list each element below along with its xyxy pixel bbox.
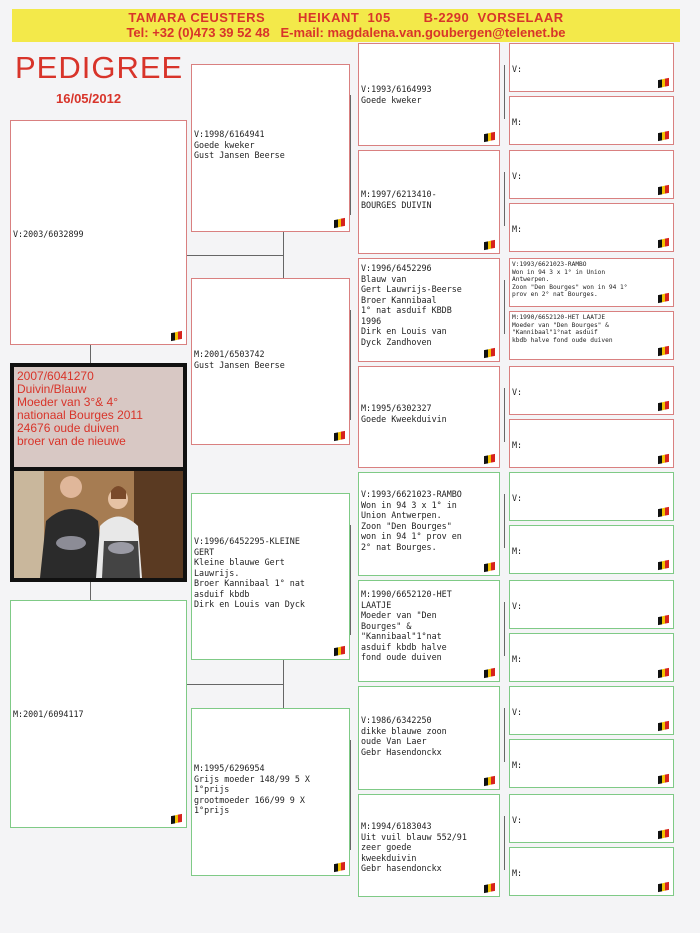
connector xyxy=(504,65,505,119)
gen4-card[interactable] xyxy=(509,686,674,735)
gen4-text: M: xyxy=(512,440,523,450)
belgian-flag-icon xyxy=(484,240,495,250)
belgian-flag-icon xyxy=(171,331,182,341)
connector xyxy=(283,232,284,278)
gen3-text: V:1996/6452296 Blauw van Gert Lauwrijs-Beerse Broer Kannibaal 1° nat asduif KBDB 1996 Dirk en Louis van Dyck Zandhoven xyxy=(361,263,462,347)
gen4-card[interactable] xyxy=(509,580,674,629)
gen4-text: V: xyxy=(512,601,523,611)
gen3-card[interactable] xyxy=(358,258,500,362)
connector xyxy=(504,494,505,548)
belgian-flag-icon xyxy=(334,431,345,441)
belgian-flag-icon xyxy=(658,615,669,625)
belgian-flag-icon xyxy=(171,814,182,824)
gen4-text: V: xyxy=(512,493,523,503)
breeders-photo xyxy=(14,471,183,578)
belgian-flag-icon xyxy=(658,507,669,517)
connector xyxy=(90,345,91,365)
gen4-text: V: xyxy=(512,387,523,397)
connector xyxy=(283,660,284,708)
belgian-flag-icon xyxy=(658,560,669,570)
gen4-text: M: xyxy=(512,546,523,556)
gen3-card[interactable] xyxy=(358,472,500,576)
belgian-flag-icon xyxy=(484,132,495,142)
gen2-text: M:2001/6503742 Gust Jansen Beerse xyxy=(194,349,285,370)
caption-line: 24676 oude duiven xyxy=(17,421,120,435)
gen4-card[interactable] xyxy=(509,472,674,521)
caption-line: Moeder van 3°& 4° xyxy=(17,395,118,409)
gen4-card[interactable] xyxy=(509,847,674,896)
gen3-text: M:1997/6213410- BOURGES DUIVIN xyxy=(361,189,437,210)
belgian-flag-icon xyxy=(484,668,495,678)
belgian-flag-icon xyxy=(658,293,669,303)
gen4-text: M:1990/6652120-HET LAATJE Moeder van "Den Bourges" & "Kannibaal"1°nat asduif kbdb halve fond oude duiven xyxy=(512,314,613,344)
belgian-flag-icon xyxy=(484,562,495,572)
gen3-card[interactable] xyxy=(358,366,500,468)
gen4-card[interactable] xyxy=(509,366,674,415)
gen4-card[interactable] xyxy=(509,525,674,574)
belgian-flag-icon xyxy=(334,646,345,656)
caption-line: broer van de nieuwe xyxy=(17,434,126,448)
gen4-text: M: xyxy=(512,224,523,234)
gen2-card[interactable] xyxy=(191,278,350,445)
breeder-contact: Tel: +32 (0)473 39 52 48 E-mail: magdalena.van.goubergen@telenet.be xyxy=(126,25,566,40)
gen2-card[interactable] xyxy=(191,64,350,232)
gen4-text: V:1993/6621023-RAMBO Won in 94 3 x 1° in Union Antwerpen. Zoon "Den Bourges" won in 94 1° prov en 2° nat Bourges. xyxy=(512,261,628,299)
gen4-text: M: xyxy=(512,868,523,878)
belgian-flag-icon xyxy=(658,774,669,784)
gen3-text: M:1995/6302327 Goede Kweekduivin xyxy=(361,403,447,424)
gen2-card[interactable] xyxy=(191,493,350,660)
gen3-card[interactable] xyxy=(358,150,500,254)
gen3-card[interactable] xyxy=(358,43,500,146)
gen2-text: V:1998/6164941 Goede kweker Gust Jansen Beerse xyxy=(194,129,285,160)
gen4-card[interactable] xyxy=(509,633,674,682)
belgian-flag-icon xyxy=(484,454,495,464)
gen3-text: V:1986/6342250 dikke blauwe zoon oude Van Laer Gebr Hasendonckx xyxy=(361,715,447,757)
belgian-flag-icon xyxy=(658,238,669,248)
connector xyxy=(504,708,505,762)
gen4-text: M: xyxy=(512,654,523,664)
connector xyxy=(504,172,505,226)
gen4-card[interactable] xyxy=(509,203,674,252)
gen4-text: M: xyxy=(512,117,523,127)
contact-header xyxy=(12,9,680,42)
gen1-mother-text: M:2001/6094117 xyxy=(13,709,84,719)
belgian-flag-icon xyxy=(658,721,669,731)
belgian-flag-icon xyxy=(658,882,669,892)
connector xyxy=(350,310,351,420)
gen4-card[interactable] xyxy=(509,258,674,307)
caption-line: 2007/6041270 xyxy=(17,369,94,383)
connector xyxy=(350,525,351,635)
breeder-address: TAMARA CEUSTERS HEIKANT 105 B-2290 VORSELAAR xyxy=(128,10,564,25)
belgian-flag-icon xyxy=(334,862,345,872)
gen3-card[interactable] xyxy=(358,580,500,682)
belgian-flag-icon xyxy=(658,346,669,356)
subject-pigeon-panel xyxy=(10,363,187,582)
belgian-flag-icon xyxy=(658,185,669,195)
gen4-card[interactable] xyxy=(509,150,674,199)
page-title: PEDIGREE xyxy=(15,50,184,85)
gen4-text: V: xyxy=(512,64,523,74)
connector xyxy=(504,280,505,334)
gen4-text: V: xyxy=(512,171,523,181)
connector xyxy=(187,684,283,685)
belgian-flag-icon xyxy=(658,78,669,88)
gen1-father-text: V:2003/6032899 xyxy=(13,229,84,239)
gen1-mother-card[interactable] xyxy=(10,600,187,828)
caption-line: nationaal Bourges 2011 xyxy=(17,408,143,422)
gen2-text: M:1995/6296954 Grijs moeder 148/99 5 X 1°prijs grootmoeder 166/99 9 X 1°prijs xyxy=(194,763,310,815)
gen4-card[interactable] xyxy=(509,96,674,145)
gen2-card[interactable] xyxy=(191,708,350,876)
belgian-flag-icon xyxy=(658,401,669,411)
gen4-text: V: xyxy=(512,815,523,825)
connector xyxy=(504,816,505,870)
connector xyxy=(504,602,505,656)
belgian-flag-icon xyxy=(484,883,495,893)
gen3-text: V:1993/6164993 Goede kweker xyxy=(361,84,432,105)
gen4-card[interactable] xyxy=(509,419,674,468)
gen3-text: M:1990/6652120-HET LAATJE Moeder van "Den Bourges" & "Kannibaal"1°nat asduif kbdb halve fond oude duiven xyxy=(361,589,452,662)
gen2-text: V:1996/6452295-KLEINE GERT Kleine blauwe Gert Lauwrijs. Broer Kannibaal 1° nat asduif kbdb Dirk en Louis van Dyck xyxy=(194,536,305,609)
gen3-text: M:1994/6183043 Uit vuil blauw 552/91 zeer goede kweekduivin Gebr hasendonckx xyxy=(361,821,467,873)
belgian-flag-icon xyxy=(658,668,669,678)
gen4-card[interactable] xyxy=(509,739,674,788)
belgian-flag-icon xyxy=(334,218,345,228)
caption-line: Duivin/Blauw xyxy=(17,382,87,396)
connector xyxy=(350,95,351,215)
gen4-text: V: xyxy=(512,707,523,717)
belgian-flag-icon xyxy=(484,776,495,786)
gen3-card[interactable] xyxy=(358,686,500,790)
belgian-flag-icon xyxy=(658,454,669,464)
belgian-flag-icon xyxy=(658,131,669,141)
gen4-card[interactable] xyxy=(509,43,674,92)
gen1-father-card[interactable] xyxy=(10,120,187,345)
subject-caption xyxy=(14,367,183,467)
belgian-flag-icon xyxy=(484,348,495,358)
belgian-flag-icon xyxy=(658,829,669,839)
connector xyxy=(504,388,505,442)
gen3-card[interactable] xyxy=(358,794,500,897)
gen4-card[interactable] xyxy=(509,794,674,843)
gen4-text: M: xyxy=(512,760,523,770)
connector xyxy=(90,582,91,600)
gen3-text: V:1993/6621023-RAMBO Won in 94 3 x 1° in Union Antwerpen. Zoon "Den Bourges" won in 94 1° prov en 2° nat Bourges. xyxy=(361,489,462,552)
gen4-card[interactable] xyxy=(509,311,674,360)
connector xyxy=(187,255,283,256)
pedigree-date: 16/05/2012 xyxy=(56,91,122,106)
connector xyxy=(350,740,351,850)
